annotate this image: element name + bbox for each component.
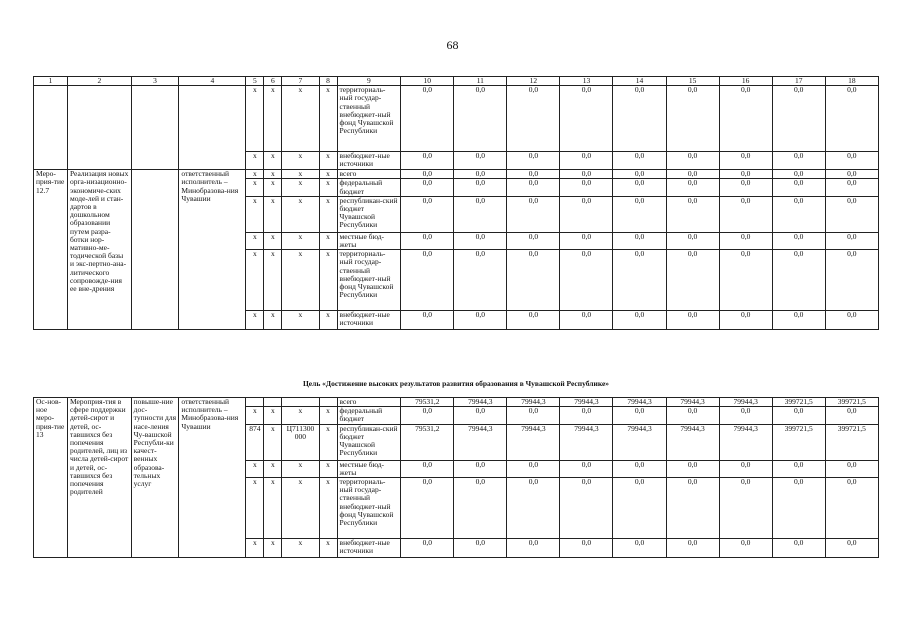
- table-cell: 79944,3: [666, 424, 719, 460]
- table-cell: х: [264, 170, 282, 179]
- table-cell: х: [319, 460, 337, 477]
- table-cell: 0,0: [772, 170, 825, 179]
- table-cell: 0,0: [507, 232, 560, 249]
- table-cell: 0,0: [825, 478, 878, 539]
- table-cell: 0,0: [507, 250, 560, 311]
- table-cell: х: [264, 152, 282, 170]
- table-cell: х: [282, 539, 319, 558]
- table-cell: [264, 398, 282, 407]
- table-cell: 0,0: [401, 250, 454, 311]
- table-cell: [282, 398, 319, 407]
- table-cell: х: [264, 86, 282, 152]
- table-cell: федеральный бюджет: [337, 179, 401, 196]
- table-cell: 0,0: [666, 179, 719, 196]
- table-cell: 399721,5: [772, 398, 825, 407]
- table-cell: х: [282, 196, 319, 232]
- table-cell: х: [282, 232, 319, 249]
- table-cell: 0,0: [454, 250, 507, 311]
- table-cell: х: [264, 196, 282, 232]
- table-cell: 0,0: [454, 407, 507, 424]
- table-cell: 0,0: [454, 152, 507, 170]
- table-cell: [34, 86, 68, 170]
- table-cell: федеральный бюджет: [337, 407, 401, 424]
- table-cell: 0,0: [613, 179, 666, 196]
- table-cell: 14: [613, 77, 666, 86]
- table-cell: 0,0: [772, 232, 825, 249]
- table-cell: 0,0: [613, 407, 666, 424]
- table-cell: 2: [67, 77, 131, 86]
- table-cell: х: [282, 179, 319, 196]
- table-cell: 0,0: [719, 311, 772, 330]
- table-cell: 0,0: [666, 407, 719, 424]
- table-cell: 0,0: [613, 311, 666, 330]
- table-cell: 0,0: [401, 311, 454, 330]
- table-cell: х: [319, 152, 337, 170]
- table-cell: 13: [560, 77, 613, 86]
- table-cell: 0,0: [719, 179, 772, 196]
- table-cell: 0,0: [454, 311, 507, 330]
- table-cell: местные бюд-жеты: [337, 232, 401, 249]
- table-cell: 0,0: [825, 232, 878, 249]
- table-cell: 0,0: [772, 152, 825, 170]
- table-cell: 0,0: [613, 152, 666, 170]
- table-cell: 79944,3: [507, 424, 560, 460]
- table-cell: 6: [264, 77, 282, 86]
- table-row: [34, 170, 879, 179]
- table-cell: 0,0: [666, 86, 719, 152]
- table-cell: х: [264, 250, 282, 311]
- table-cell: х: [246, 232, 264, 249]
- table-cell: 0,0: [560, 478, 613, 539]
- table-cell: 0,0: [401, 86, 454, 152]
- table-cell: х: [319, 196, 337, 232]
- table-cell: 399721,5: [772, 424, 825, 460]
- table-cell: 16: [719, 77, 772, 86]
- table-cell: 79944,3: [560, 398, 613, 407]
- table-cell: 0,0: [507, 179, 560, 196]
- table-cell: х: [319, 179, 337, 196]
- table-cell: 0,0: [719, 196, 772, 232]
- table-cell: 0,0: [507, 152, 560, 170]
- table-cell: х: [246, 86, 264, 152]
- header-row: [34, 77, 879, 86]
- table-cell: 0,0: [825, 460, 878, 477]
- table-cell: [67, 86, 131, 170]
- table-cell: 0,0: [719, 460, 772, 477]
- table-cell: х: [319, 311, 337, 330]
- table-cell: 0,0: [666, 460, 719, 477]
- table-cell: 79944,3: [454, 398, 507, 407]
- table-cell: 0,0: [560, 460, 613, 477]
- table-cell: [246, 398, 264, 407]
- table-cell: 0,0: [719, 250, 772, 311]
- table-cell: 0,0: [613, 250, 666, 311]
- table-cell: 0,0: [401, 460, 454, 477]
- table-cell: всего: [337, 398, 401, 407]
- table-cell: х: [319, 478, 337, 539]
- table-cell: 0,0: [401, 407, 454, 424]
- table-cell: х: [319, 86, 337, 152]
- table-cell: 0,0: [507, 478, 560, 539]
- table-cell: территориаль-ный государ-ственный внебюджет-ный фонд Чувашской Республики: [337, 250, 401, 311]
- table-cell: 399721,5: [825, 424, 878, 460]
- table-cell: 0,0: [772, 478, 825, 539]
- table-cell: 79944,3: [666, 398, 719, 407]
- table-cell: республикан-ский бюджет Чувашской Республики: [337, 424, 401, 460]
- table-cell: 0,0: [401, 232, 454, 249]
- table-cell: 0,0: [507, 539, 560, 558]
- table-cell: 0,0: [454, 539, 507, 558]
- table-cell: 0,0: [825, 539, 878, 558]
- table-cell: 0,0: [613, 478, 666, 539]
- table-cell: 0,0: [825, 196, 878, 232]
- goal-title: Цель «Достижение высоких результатов развития образования в Чувашской Республике»: [302, 379, 610, 388]
- table-cell: 1: [34, 77, 68, 86]
- table-cell: х: [246, 539, 264, 558]
- table-cell: х: [282, 86, 319, 152]
- table-cell: внебюджет-ные источники: [337, 152, 401, 170]
- table-cell: 0,0: [454, 86, 507, 152]
- table-cell: Меро-прия-тие 12.7: [34, 170, 68, 330]
- table-cell: 0,0: [454, 232, 507, 249]
- table-cell: 0,0: [560, 170, 613, 179]
- table-cell: 0,0: [666, 311, 719, 330]
- table-cell: территориаль-ный государ-ственный внебюджет-ный фонд Чувашской Республики: [337, 86, 401, 152]
- table-cell: 0,0: [825, 170, 878, 179]
- table-cell: х: [319, 424, 337, 460]
- table-cell: х: [246, 179, 264, 196]
- table-cell: 0,0: [507, 170, 560, 179]
- table-cell: 0,0: [772, 311, 825, 330]
- table-cell: 0,0: [560, 250, 613, 311]
- table-cell: 0,0: [560, 86, 613, 152]
- table-cell: 0,0: [772, 250, 825, 311]
- table-cell: х: [282, 478, 319, 539]
- table-cell: х: [246, 311, 264, 330]
- table-cell: 0,0: [613, 460, 666, 477]
- table-cell: 0,0: [719, 86, 772, 152]
- table-cell: 0,0: [507, 311, 560, 330]
- table-cell: 0,0: [772, 86, 825, 152]
- table-cell: х: [246, 170, 264, 179]
- table-cell: 399721,5: [825, 398, 878, 407]
- table-cell: 79944,3: [454, 424, 507, 460]
- table-cell: 0,0: [507, 86, 560, 152]
- table-cell: х: [264, 478, 282, 539]
- table-cell: повыше-ние дос-тупности для насе-ления Чу-вашской Республи-ки качест-венных образова-тельных услуг: [131, 398, 179, 558]
- table-cell: х: [246, 407, 264, 424]
- table-cell: 10: [401, 77, 454, 86]
- table-cell: 7: [282, 77, 319, 86]
- table-cell: 18: [825, 77, 878, 86]
- table-cell: 0,0: [825, 86, 878, 152]
- table-cell: 79531,2: [401, 424, 454, 460]
- budget-table-top: [33, 76, 879, 330]
- table-cell: 3: [131, 77, 179, 86]
- table-cell: [179, 86, 246, 170]
- table-cell: всего: [337, 170, 401, 179]
- table-cell: 0,0: [772, 539, 825, 558]
- table-cell: 0,0: [825, 152, 878, 170]
- table-row: [34, 86, 879, 152]
- table-cell: х: [319, 407, 337, 424]
- page-number: 68: [446, 38, 459, 52]
- table-cell: внебюджет-ные источники: [337, 311, 401, 330]
- table-cell: х: [264, 460, 282, 477]
- table-cell: х: [319, 170, 337, 179]
- table-cell: 0,0: [401, 170, 454, 179]
- table-cell: 79944,3: [719, 398, 772, 407]
- table-cell: [319, 398, 337, 407]
- table-cell: 79531,2: [401, 398, 454, 407]
- table-cell: 4: [179, 77, 246, 86]
- table-cell: х: [282, 250, 319, 311]
- table-cell: 0,0: [613, 196, 666, 232]
- table-cell: 0,0: [772, 179, 825, 196]
- table-cell: 0,0: [666, 152, 719, 170]
- table-cell: [131, 170, 179, 330]
- table-cell: 0,0: [454, 179, 507, 196]
- table-cell: 0,0: [719, 152, 772, 170]
- table-cell: х: [246, 196, 264, 232]
- table-cell: 9: [337, 77, 401, 86]
- table-cell: 79944,3: [613, 398, 666, 407]
- table-cell: 0,0: [666, 170, 719, 179]
- table-cell: 0,0: [666, 250, 719, 311]
- table-cell: 0,0: [719, 170, 772, 179]
- table-cell: 0,0: [719, 478, 772, 539]
- table-cell: 0,0: [560, 539, 613, 558]
- table-cell: х: [264, 407, 282, 424]
- table-cell: х: [282, 170, 319, 179]
- table-cell: х: [264, 424, 282, 460]
- table-cell: 0,0: [560, 152, 613, 170]
- table-cell: 0,0: [772, 460, 825, 477]
- table-cell: х: [246, 250, 264, 311]
- table-cell: х: [264, 311, 282, 330]
- table-cell: 0,0: [560, 179, 613, 196]
- table-cell: 0,0: [613, 170, 666, 179]
- table-cell: 79944,3: [719, 424, 772, 460]
- table-cell: 79944,3: [613, 424, 666, 460]
- table-cell: 0,0: [507, 407, 560, 424]
- table-cell: х: [282, 407, 319, 424]
- table-cell: 17: [772, 77, 825, 86]
- table-cell: х: [264, 232, 282, 249]
- table-cell: республикан-ский бюджет Чувашской Республики: [337, 196, 401, 232]
- table-cell: 0,0: [666, 196, 719, 232]
- table-cell: 0,0: [719, 539, 772, 558]
- table-cell: 5: [246, 77, 264, 86]
- table-cell: 79944,3: [560, 424, 613, 460]
- table-cell: х: [264, 179, 282, 196]
- table-cell: территориаль-ный государ-ственный внебюджет-ный фонд Чувашской Республики: [337, 478, 401, 539]
- table-cell: 8: [319, 77, 337, 86]
- table-cell: 0,0: [401, 478, 454, 539]
- table-cell: 0,0: [401, 539, 454, 558]
- table-cell: внебюджет-ные источники: [337, 539, 401, 558]
- table-cell: 0,0: [613, 539, 666, 558]
- table-cell: Ос-нов-ное меро-прия-тие 13: [34, 398, 68, 558]
- table-cell: х: [282, 311, 319, 330]
- table-cell: 0,0: [772, 407, 825, 424]
- table-cell: х: [282, 460, 319, 477]
- table-cell: 0,0: [666, 232, 719, 249]
- table-cell: ответственный исполнитель – Минобразова-ния Чувашии: [179, 398, 246, 558]
- table-cell: 0,0: [825, 407, 878, 424]
- budget-table-bottom: [33, 397, 879, 558]
- table-cell: [131, 86, 179, 170]
- table-cell: 0,0: [613, 232, 666, 249]
- table-cell: 0,0: [560, 232, 613, 249]
- table-cell: 0,0: [825, 311, 878, 330]
- table-cell: х: [264, 539, 282, 558]
- table-cell: ответственный исполнитель – Минобразова-ния Чувашии: [179, 170, 246, 330]
- table-cell: 874: [246, 424, 264, 460]
- table-cell: х: [246, 460, 264, 477]
- table-row: [34, 398, 879, 407]
- table-cell: 0,0: [560, 196, 613, 232]
- table-cell: х: [246, 152, 264, 170]
- table-cell: 0,0: [454, 478, 507, 539]
- table-cell: 0,0: [825, 179, 878, 196]
- table-cell: 15: [666, 77, 719, 86]
- table-cell: Реализация новых орга-низационно-экономиче-ских моде-лей и стан-дартов в дошкольном образовании путем разра-ботки нор-мативно-ме-тодической базы и экс-пертно-ана-литического сопровожде-ния ее вне-дрения: [67, 170, 131, 330]
- table-cell: 0,0: [401, 196, 454, 232]
- table-cell: 0,0: [666, 478, 719, 539]
- table-cell: х: [319, 250, 337, 311]
- table-cell: 0,0: [560, 407, 613, 424]
- table-cell: 0,0: [772, 196, 825, 232]
- table-cell: х: [319, 232, 337, 249]
- table-cell: местные бюд-жеты: [337, 460, 401, 477]
- table-cell: х: [282, 152, 319, 170]
- table-cell: 0,0: [454, 170, 507, 179]
- table-cell: 0,0: [401, 179, 454, 196]
- table-cell: 0,0: [507, 460, 560, 477]
- table-cell: 0,0: [613, 86, 666, 152]
- table-cell: 0,0: [454, 196, 507, 232]
- table-cell: 0,0: [560, 311, 613, 330]
- table-cell: 0,0: [825, 250, 878, 311]
- table-cell: 0,0: [719, 407, 772, 424]
- table-cell: 0,0: [507, 196, 560, 232]
- table-cell: 11: [454, 77, 507, 86]
- table-cell: 79944,3: [507, 398, 560, 407]
- table-cell: х: [319, 539, 337, 558]
- table-cell: Ц711300 000: [282, 424, 319, 460]
- table-cell: 12: [507, 77, 560, 86]
- table-cell: 0,0: [401, 152, 454, 170]
- table-cell: Мероприя-тия в сфере поддержки детей-сирот и детей, ос-тавшихся без попечения родителей, лиц из числа детей-сирот и детей, ос-тавшихся без попечения родителей: [67, 398, 131, 558]
- table-cell: 0,0: [666, 539, 719, 558]
- table-cell: х: [246, 478, 264, 539]
- table-cell: 0,0: [719, 232, 772, 249]
- table-cell: 0,0: [454, 460, 507, 477]
